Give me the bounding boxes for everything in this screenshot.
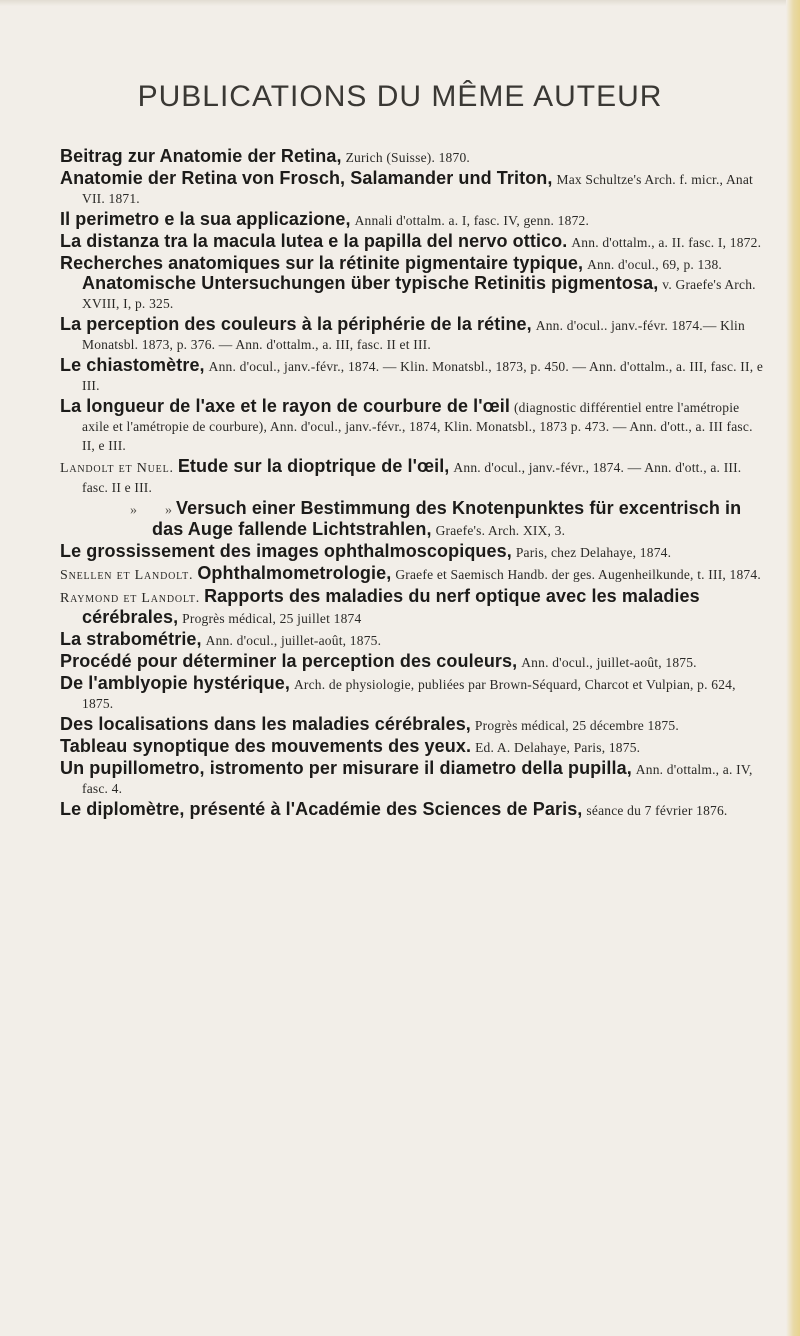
list-item: [60, 356, 766, 395]
entry-title: Le diplomètre, présenté à l'Académie des Sciences de Paris,: [60, 799, 583, 819]
list-item: [60, 564, 766, 585]
entry-source: Graefe et Saemisch Handb. der ges. Augenheilkunde, t. III, 1874.: [395, 567, 761, 582]
entry-title: Rapports des maladies du nerf optique avec les maladies cérébrales,: [82, 586, 700, 627]
entry-source: Ann. d'ocul.. janv.-févr. 1874.— Klin Monatsbl. 1873, p. 376. — Ann. d'ottalm., a. III, fasc. II et III.: [82, 318, 745, 352]
entry-source: Arch. de physiologie, publiées par Brown-Séquard, Charcot et Vulpian, p. 624, 1875.: [82, 677, 736, 711]
entry-source: Progrès médical, 25 décembre 1875.: [474, 718, 679, 733]
entry-title: Versuch einer Bestimmung des Knotenpunktes für excentrisch in das Auge fallende Lichtstrahlen,: [152, 498, 742, 539]
entry-author: Landolt et Nuel.: [60, 461, 174, 476]
entry-source: Ann. d'ocul., juillet-août, 1875.: [521, 655, 697, 670]
entry-author: Raymond et Landolt.: [60, 591, 201, 606]
publication-list: [60, 147, 766, 822]
entry-source: Ann. d'ocul., janv.-févr., 1874. — Klin. Monatsbl., 1873, p. 450. — Ann. d'ottalm., a. III, fasc. II, e III.: [82, 359, 764, 393]
list-item: [60, 800, 766, 820]
entry-source: Progrès médical, 25 juillet 1874: [182, 611, 362, 626]
entry-source: Ann. d'ottalm., a. IV, fasc. 4.: [82, 762, 753, 796]
entry-source: Max Schultze's Arch. f. micr., Anat VII. 1871.: [82, 172, 754, 206]
list-item: [60, 759, 766, 798]
entry-source: Graefe's. Arch. XIX, 3.: [435, 523, 566, 538]
entry-title: Recherches anatomiques sur la rétinite pigmentaire typique,: [60, 253, 584, 273]
entry-title: La longueur de l'axe et le rayon de courbure de l'œil: [60, 396, 510, 416]
entry-title: Procédé pour déterminer la perception des couleurs,: [60, 651, 518, 671]
entry-title: Etude sur la dioptrique de l'œil,: [177, 456, 450, 476]
entry-source: Annali d'ottalm. a. I, fasc. IV, genn. 1872.: [354, 213, 590, 228]
list-item: [60, 674, 766, 713]
page-shadow: [0, 0, 800, 6]
list-item: [60, 254, 766, 313]
list-item: [60, 397, 766, 455]
entry-title: Beitrag zur Anatomie der Retina,: [60, 146, 342, 166]
list-item: [60, 457, 766, 497]
entry-source: Zurich (Suisse). 1870.: [345, 150, 470, 165]
list-item: [60, 315, 766, 354]
list-item: [60, 630, 766, 650]
entry-title: Il perimetro e la sua applicazione,: [60, 209, 351, 229]
entry-title: Tableau synoptique des mouvements des yeux.: [60, 736, 472, 756]
entry-title: Anatomie der Retina von Frosch, Salamander und Triton,: [60, 168, 553, 188]
list-item: [60, 737, 766, 757]
entry-title: La distanza tra la macula lutea e la papilla del nervo ottico.: [60, 231, 568, 251]
entry-title: Des localisations dans les maladies cérébrales,: [60, 714, 471, 734]
entry-title: Le grossissement des images ophthalmoscopiques,: [60, 541, 512, 561]
list-item: [60, 715, 766, 735]
ditto-mark: »: [130, 503, 137, 518]
entry-source: Ed. A. Delahaye, Paris, 1875.: [475, 740, 641, 755]
entry-source: (diagnostic différentiel entre l'amétropie axile et l'amétropie de courbure), Ann. d'ocul., janv.-févr., 1874, Klin. Monatsbl., 1873 p. 473. — Ann. d'ott., a. III fasc. II, e III.: [82, 400, 753, 453]
list-item: [60, 652, 766, 672]
entry-title: Ophthalmometrologie,: [197, 563, 392, 583]
entry-source: Ann. d'ottalm., a. II. fasc. I, 1872.: [571, 235, 762, 250]
entry-title: La perception des couleurs à la périphérie de la rétine,: [60, 314, 532, 334]
list-item: [60, 169, 766, 208]
page-edge: [786, 0, 800, 1336]
ditto-mark: »: [165, 503, 172, 518]
entry-source: Ann. d'ocul., 69, p. 138.: [587, 257, 722, 272]
list-item: [60, 499, 766, 540]
entry-title: Anatomische Untersuchungen über typische Retinitis pigmentosa,: [82, 273, 659, 293]
list-item: [60, 147, 766, 167]
entry-source: séance du 7 février 1876.: [586, 803, 728, 818]
entry-source: Paris, chez Delahaye, 1874.: [515, 545, 672, 560]
list-item: [60, 587, 766, 628]
entry-title: Un pupillometro, istromento per misurare il diametro della pupilla,: [60, 758, 632, 778]
list-item: [60, 232, 766, 252]
entry-source: Ann. d'ocul., janv.-févr., 1874. — Ann. d'ott., a. III. fasc. II e III.: [82, 460, 742, 495]
entry-title: De l'amblyopie hystérique,: [60, 673, 290, 693]
page-title: PUBLICATIONS DU MÊME AUTEUR: [137, 80, 663, 113]
entry-title: Le chiastomètre,: [60, 355, 205, 375]
entry-author: Snellen et Landolt.: [60, 568, 194, 583]
entry-title: La strabométrie,: [60, 629, 202, 649]
list-item: [60, 210, 766, 230]
list-item: [60, 542, 766, 562]
entry-source: v. Graefe's Arch. XVIII, I, p. 325.: [82, 277, 756, 311]
entry-source: Ann. d'ocul., juillet-août, 1875.: [205, 633, 382, 648]
